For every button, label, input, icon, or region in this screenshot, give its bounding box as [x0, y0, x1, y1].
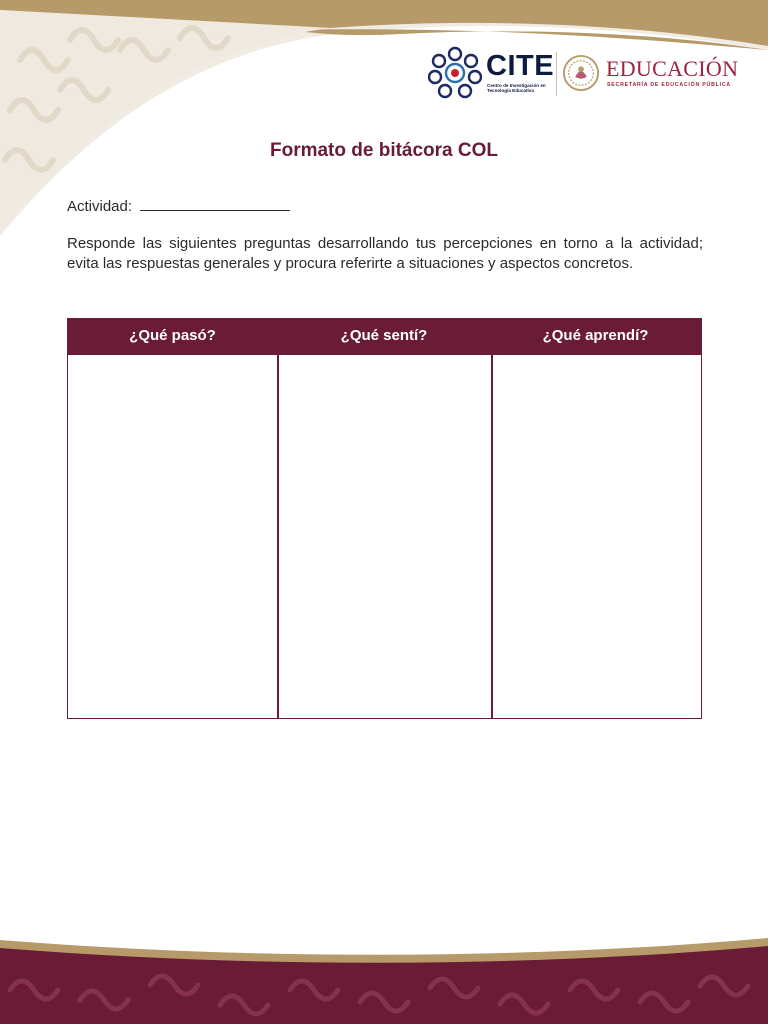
bottom-decorative-band: [0, 930, 768, 1024]
page-title: Formato de bitácora COL: [269, 140, 499, 161]
column-header-que-paso: ¿Qué pasó?: [129, 327, 216, 344]
top-decorative-band: [0, 0, 768, 260]
activity-label: Actividad:: [67, 198, 133, 215]
cite-subtitle-line-2: Tecnología Educativa: [487, 88, 534, 94]
education-logo-subtitle: SECRETARÍA DE EDUCACIÓN PÚBLICA: [607, 82, 731, 88]
activity-field: [67, 198, 290, 215]
column-divider: [277, 355, 279, 718]
log-table: [67, 318, 702, 719]
instructions-paragraph: Responde las siguientes preguntas desarrollando tus percepciones en torno a la actividad; evita las respuestas generales y procura referirte a situaciones y aspectos concretos.: [67, 235, 703, 272]
column-cell-que-paso[interactable]: [68, 355, 277, 718]
cite-subtitle-line-1: Centro de Investigación en: [487, 83, 546, 88]
education-logo-text: EDUCACIÓN: [606, 56, 739, 81]
header-logos: [426, 44, 756, 106]
column-cell-que-senti[interactable]: [278, 355, 491, 718]
column-cell-que-aprendi[interactable]: [492, 355, 700, 718]
national-seal-icon: [562, 54, 600, 92]
cite-logo-subtitle: [487, 83, 557, 94]
column-divider: [491, 355, 493, 718]
logo-divider: [556, 52, 557, 96]
column-header-que-aprendi: ¿Qué aprendí?: [542, 327, 649, 344]
activity-blank-line[interactable]: [140, 198, 290, 211]
cite-emblem-icon: [428, 46, 482, 100]
cite-logo: [426, 44, 556, 104]
column-header-que-senti: ¿Qué sentí?: [340, 327, 428, 344]
cite-logo-text: CITE: [486, 50, 555, 82]
